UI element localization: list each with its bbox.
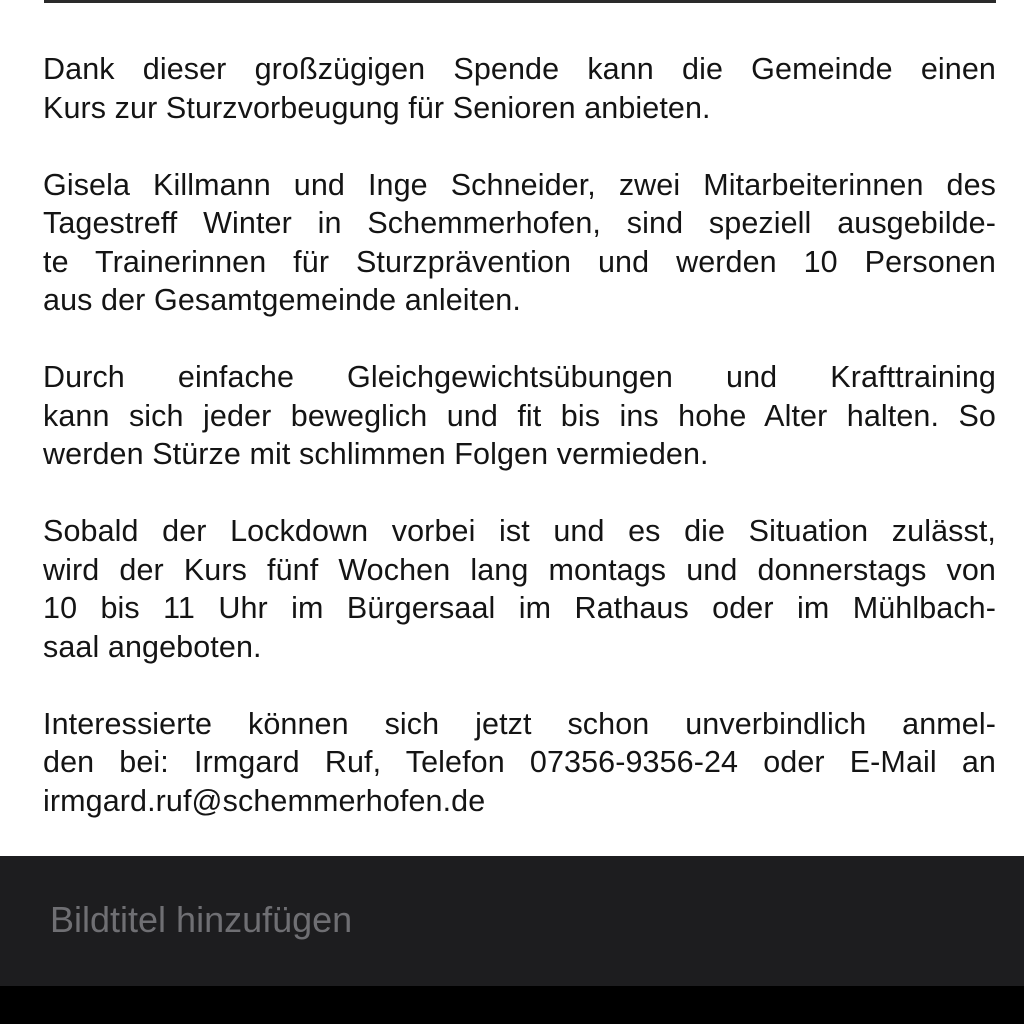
bottom-bar: [0, 986, 1024, 1024]
paragraph-schedule: [43, 512, 996, 666]
text-line: Durch einfache Gleichgewichtsübungen und Krafttraining: [43, 360, 996, 394]
text-line: Dank dieser großzügigen Spende kann die Gemeinde einen: [43, 52, 996, 86]
paragraph-registration: [43, 705, 996, 821]
caption-input[interactable]: [50, 894, 980, 946]
paragraph-donation: [43, 50, 996, 127]
text-line: kann sich jeder beweglich und fit bis ins hohe Alter halten. So: [43, 398, 996, 433]
text-line: Tagestreff Winter in Schemmerhofen, sind speziell ausgebilde-: [43, 206, 996, 240]
contact-email: irmgard.ruf@schemmerhofen.de: [43, 783, 486, 818]
text-line: Interessierte können sich jetzt schon unverbindlich anmel-: [43, 706, 996, 741]
image-top-edge: [44, 0, 996, 3]
article-text: [43, 50, 996, 856]
text-line: wird der Kurs fünf Wochen lang montags und donnerstags von: [43, 552, 996, 587]
paragraph-trainers: [43, 166, 996, 320]
text-line: den bei: Irmgard Ruf, Telefon 07356-9356-24 oder E-Mail an: [43, 745, 996, 779]
text-line: Kurs zur Sturzvorbeugung für Senioren anbieten.: [43, 90, 711, 125]
text-line: 10 bis 11 Uhr im Bürgersaal im Rathaus oder im Mühlbach-: [43, 591, 996, 625]
text-line: Gisela Killmann und Inge Schneider, zwei Mitarbeiterinnen des: [43, 167, 996, 202]
text-line: te Trainerinnen für Sturzprävention und werden 10 Personen: [43, 244, 996, 279]
text-line: aus der Gesamtgemeinde anleiten.: [43, 283, 521, 317]
caption-bar: [0, 856, 1024, 986]
text-line: saal angeboten.: [43, 629, 262, 664]
paragraph-exercises: [43, 358, 996, 474]
text-line: Sobald der Lockdown vorbei ist und es die Situation zulässt,: [43, 514, 996, 548]
text-line: werden Stürze mit schlimmen Folgen vermieden.: [43, 437, 709, 471]
